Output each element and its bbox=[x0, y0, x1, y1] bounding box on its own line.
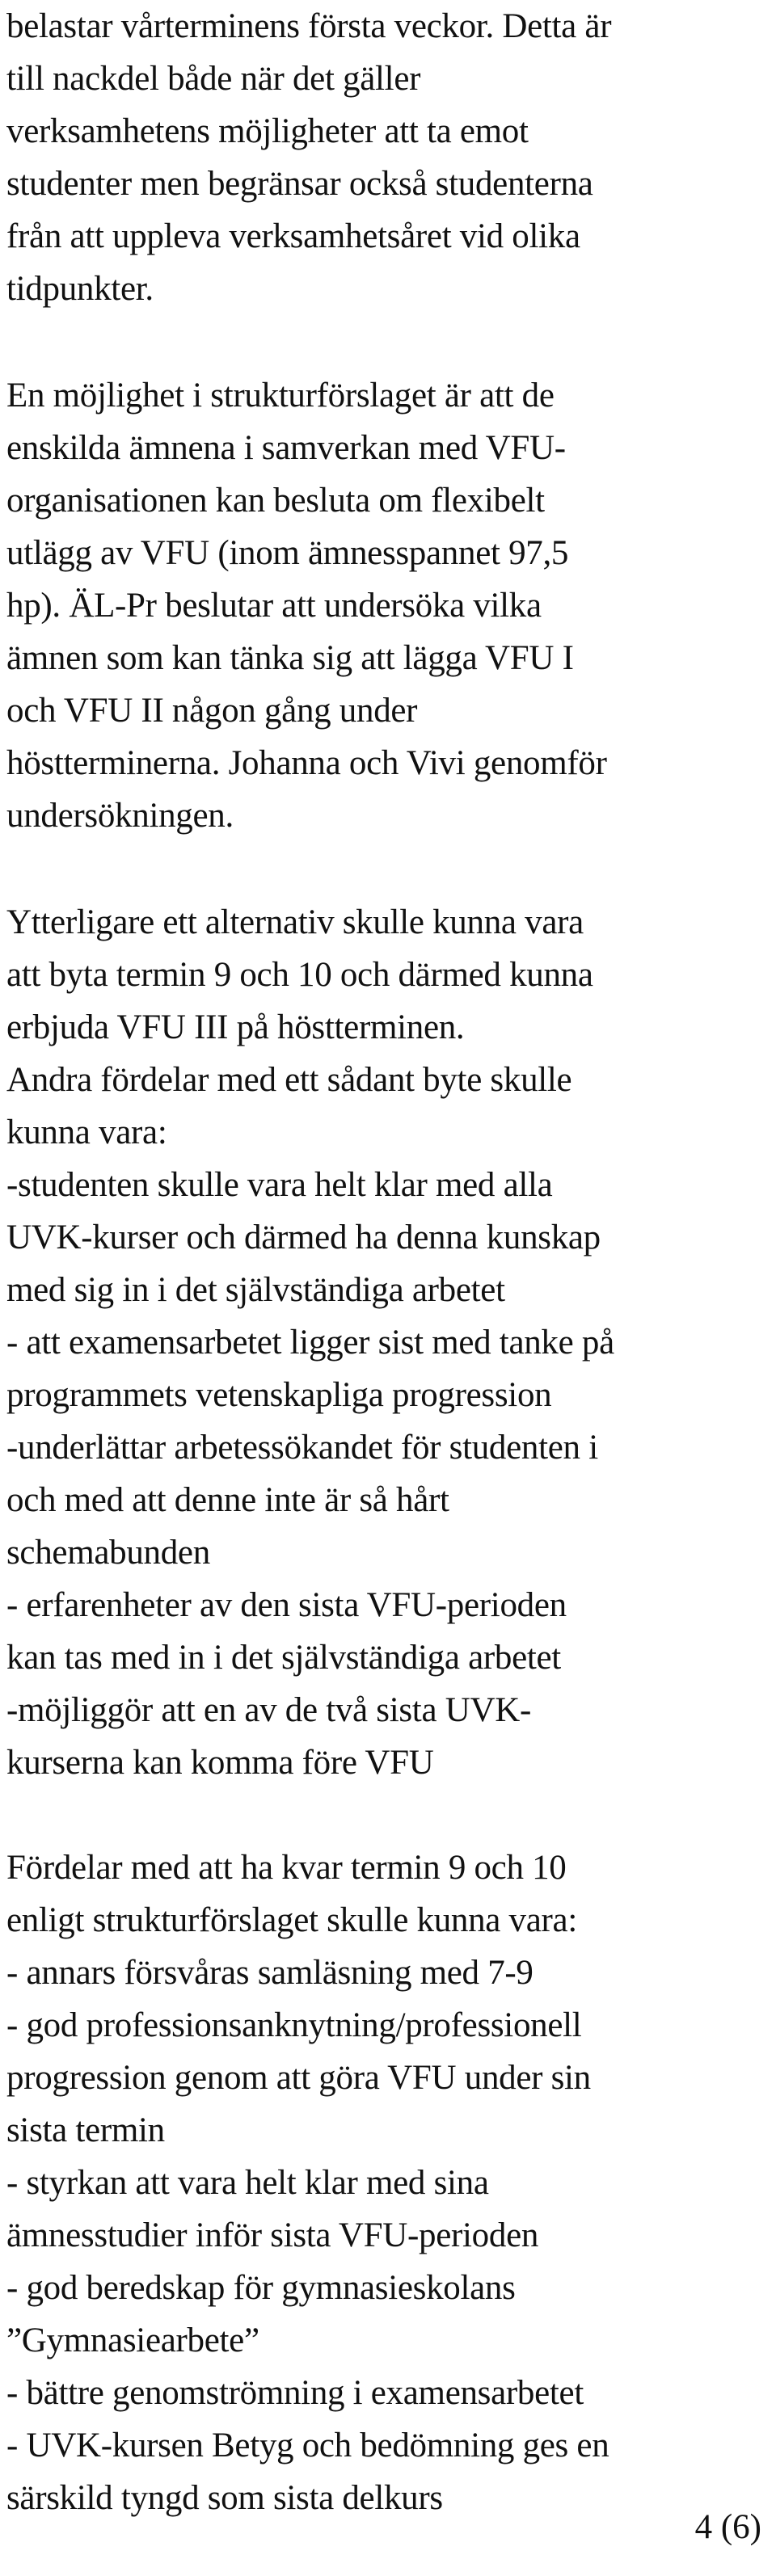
text-line: enligt strukturförslaget skulle kunna vara: bbox=[6, 1901, 577, 1939]
text-line: - bättre genomströmning i examensarbetet bbox=[6, 2374, 584, 2412]
text-line: - erfarenheter av den sista VFU-perioden bbox=[6, 1586, 567, 1624]
text-line: organisationen kan besluta om flexibelt bbox=[6, 482, 545, 520]
text-line: sista termin bbox=[6, 2111, 165, 2149]
text-line: Fördelar med att ha kvar termin 9 och 10 bbox=[6, 1849, 567, 1887]
text-line: Ytterligare ett alternativ skulle kunna vara bbox=[6, 903, 584, 941]
text-line: schemabunden bbox=[6, 1534, 210, 1572]
text-line: Andra fördelar med ett sådant byte skulle bbox=[6, 1061, 572, 1099]
text-line: progression genom att göra VFU under sin bbox=[6, 2059, 591, 2097]
text-line: ämnesstudier inför sista VFU-perioden bbox=[6, 2216, 539, 2254]
page-number: 4 (6) bbox=[694, 2508, 761, 2546]
text-line: från att uppleva verksamhetsåret vid olika bbox=[6, 217, 580, 255]
text-line: särskild tyngd som sista delkurs bbox=[6, 2479, 443, 2517]
text-line: och med att denne inte är så hårt bbox=[6, 1481, 449, 1519]
text-line: verksamhetens möjligheter att ta emot bbox=[6, 112, 529, 150]
paragraph-spacing bbox=[6, 1789, 761, 1842]
paragraph-term-swap bbox=[6, 896, 761, 1789]
text-line: ämnen som kan tänka sig att lägga VFU I bbox=[6, 639, 574, 677]
text-line: - styrkan att vara helt klar med sina bbox=[6, 2164, 489, 2202]
text-line: enskilda ämnena i samverkan med VFU- bbox=[6, 429, 566, 467]
text-line: studenter men begränsar också studenterna bbox=[6, 165, 593, 203]
paragraph-keep-terms bbox=[6, 1842, 761, 2524]
text-line: undersökningen. bbox=[6, 797, 234, 835]
text-line: - att examensarbetet ligger sist med tanke på bbox=[6, 1324, 614, 1362]
text-line: programmets vetenskapliga progression bbox=[6, 1376, 552, 1414]
text-line: erbjuda VFU III på höstterminen. bbox=[6, 1008, 465, 1046]
paragraph-spacing bbox=[6, 315, 761, 369]
paragraph-vfu-spring bbox=[6, 0, 761, 315]
text-line: - god professionsanknytning/professionell bbox=[6, 2006, 582, 2044]
text-line: till nackdel både när det gäller bbox=[6, 60, 421, 98]
text-line: ”Gymnasiearbete” bbox=[6, 2321, 259, 2359]
text-line: belastar vårterminens första veckor. Detta är bbox=[6, 7, 612, 45]
text-line: hp). ÄL-Pr beslutar att undersöka vilka bbox=[6, 587, 542, 625]
text-line: kunna vara: bbox=[6, 1113, 167, 1151]
text-line: tidpunkter. bbox=[6, 270, 154, 308]
text-line: -underlättar arbetessökandet för studenten i bbox=[6, 1429, 598, 1467]
text-line: -studenten skulle vara helt klar med alla bbox=[6, 1166, 553, 1204]
text-line: kan tas med in i det självständiga arbetet bbox=[6, 1639, 561, 1677]
text-line: - annars försvåras samläsning med 7-9 bbox=[6, 1954, 534, 1992]
text-line: - UVK-kursen Betyg och bedömning ges en bbox=[6, 2427, 609, 2464]
text-line: - god beredskap för gymnasieskolans bbox=[6, 2269, 516, 2307]
text-line: att byta termin 9 och 10 och därmed kunna bbox=[6, 956, 593, 994]
text-line: kurserna kan komma före VFU bbox=[6, 1744, 434, 1782]
text-line: En möjlighet i strukturförslaget är att de bbox=[6, 377, 555, 415]
text-line: UVK-kurser och därmed ha denna kunskap bbox=[6, 1219, 601, 1256]
text-line: och VFU II någon gång under bbox=[6, 692, 418, 730]
text-line: höstterminerna. Johanna och Vivi genomför bbox=[6, 744, 607, 782]
paragraph-spacing bbox=[6, 842, 761, 896]
paragraph-flexible-vfu bbox=[6, 369, 761, 842]
text-line: med sig in i det självständiga arbetet bbox=[6, 1271, 505, 1309]
text-line: utlägg av VFU (inom ämnesspannet 97,5 bbox=[6, 534, 569, 572]
text-line: -möjliggör att en av de två sista UVK- bbox=[6, 1691, 531, 1729]
